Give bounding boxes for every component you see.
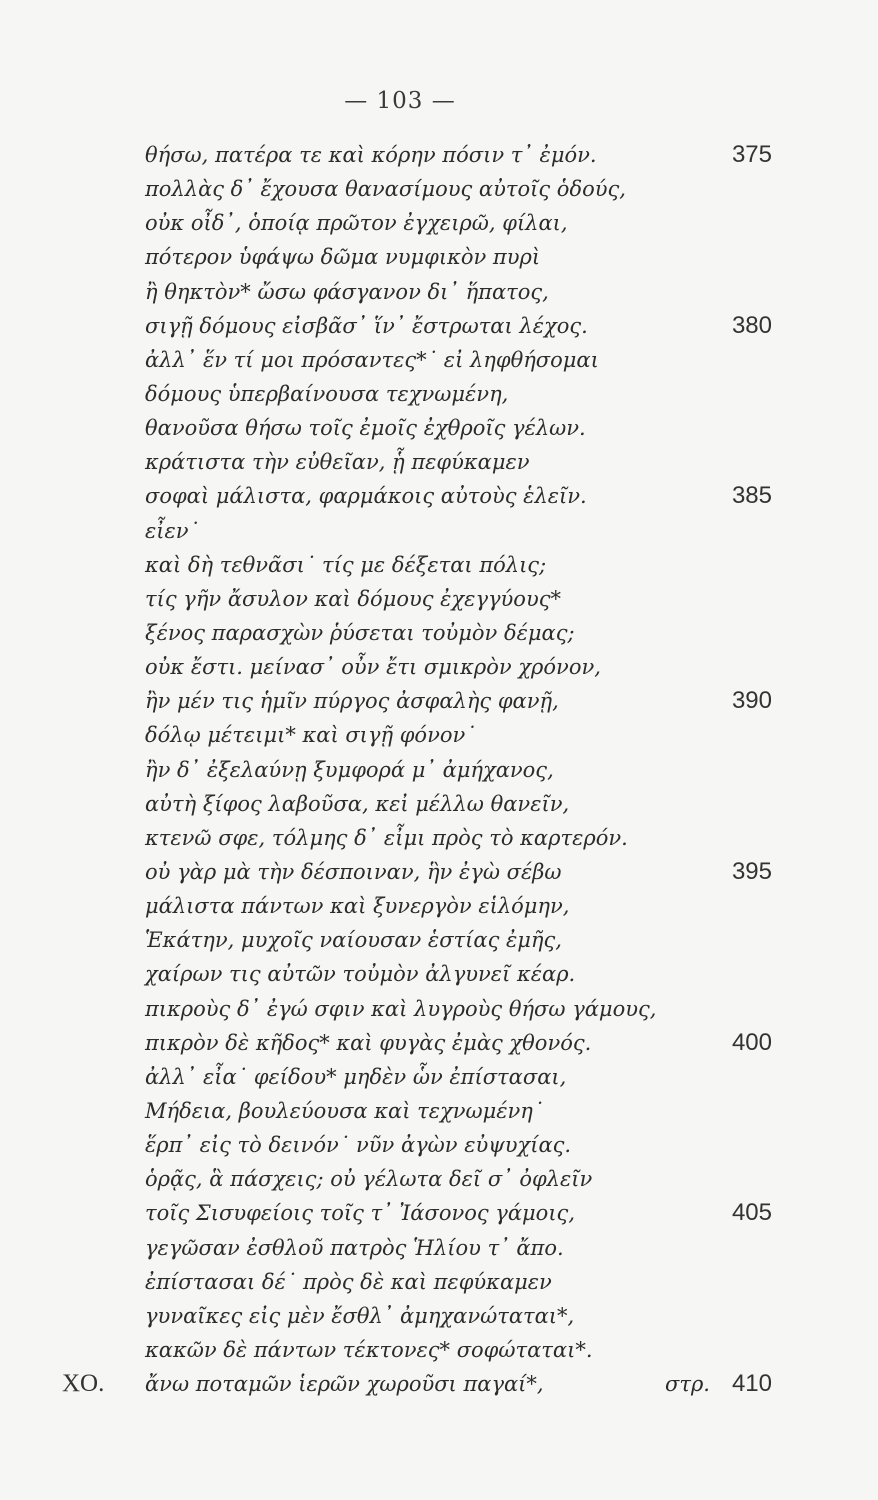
- verse-line: [0, 1026, 878, 1060]
- verse-text: θήσω, πατέρα τε καὶ κόρην πόσιν τ᾽ ἐμόν.: [145, 143, 597, 167]
- verse-text: πότερον ὑφάψω δῶμα νυμφικὸν πυρὶ: [145, 245, 541, 270]
- verse-line: [0, 992, 878, 1026]
- verse-text: σοφαὶ μάλιστα, φαρμάκοις αὐτοὺς ἑλεῖν.: [145, 484, 587, 509]
- verse-text: μάλιστα πάντων καὶ ξυνεργὸν εἱλόμην,: [145, 894, 570, 919]
- verse-line: [0, 1094, 878, 1128]
- verse-text: ἕρπ᾽ εἰς τὸ δεινόν˙ νῦν ἀγὼν εὐψυχίας.: [145, 1133, 572, 1158]
- verse-text: οὐ γὰρ μὰ τὴν δέσποιναν, ἣν ἐγὼ σέβω: [145, 859, 562, 884]
- verse-line: [0, 753, 878, 787]
- verse-line: [0, 479, 878, 513]
- verse-line: [0, 1231, 878, 1265]
- verse-line: [0, 377, 878, 411]
- verse-text: καὶ δὴ τεθνᾶσι˙ τίς με δέξεται πόλις;: [145, 552, 547, 577]
- verse-text: γυναῖκες εἰς μὲν ἔσθλ᾽ ἀμηχανώταται*,: [145, 1303, 575, 1328]
- verse-text: δόμους ὑπερβαίνουσα τεχνωμένη,: [145, 381, 509, 406]
- verse-text: ἄνω ποταμῶν ἱερῶν χωροῦσι παγαί*,: [145, 1372, 544, 1397]
- verse-line: [0, 923, 878, 957]
- verse-line: [0, 138, 878, 172]
- verse-text: κράτιστα τὴν εὐθεῖαν, ᾗ πεφύκαμεν: [145, 450, 530, 475]
- verse-text: τίς γῆν ἄσυλον καὶ δόμους ἐχεγγύους*: [145, 586, 561, 611]
- verse-line: [0, 582, 878, 616]
- verse-text: ὁρᾷς, ἃ πάσχεις; οὐ γέλωτα δεῖ σ᾽ ὀφλεῖν: [145, 1167, 593, 1192]
- line-number: 380: [731, 311, 772, 339]
- verse-text: ἢν δ᾽ ἐξελαύνῃ ξυμφορά μ᾽ ἀμήχανος,: [145, 757, 554, 782]
- verse-line: [0, 1299, 878, 1333]
- verse-line: [0, 718, 878, 752]
- verse-text: κτενῶ σφε, τόλμης δ᾽ εἶμι πρὸς τὸ καρτερόν.: [145, 825, 628, 850]
- verse-line: [0, 548, 878, 582]
- line-number: 395: [731, 857, 772, 885]
- line-number: 390: [731, 687, 772, 715]
- line-number: 385: [731, 482, 772, 510]
- verse-text: θανοῦσα θήσω τοῖς ἐμοῖς ἐχθροῖς γέλων.: [145, 416, 586, 441]
- verse-line: [0, 172, 878, 206]
- verse-line: [0, 957, 878, 991]
- verse-line: [0, 411, 878, 445]
- verse-text: αὐτὴ ξίφος λαβοῦσα, κεἰ μέλλω θανεῖν,: [145, 791, 570, 816]
- verse-line: [0, 1162, 878, 1196]
- verse-text: πολλὰς δ᾽ ἔχουσα θανασίμους αὐτοῖς ὁδούς,: [145, 177, 626, 202]
- verse-text: εἶεν˙: [145, 518, 200, 543]
- verse-line: [0, 240, 878, 274]
- verse-line: [0, 514, 878, 548]
- verse-line: [0, 684, 878, 718]
- verse-line: [0, 855, 878, 889]
- line-number: 400: [731, 1028, 772, 1056]
- verse-text: γεγῶσαν ἐσθλοῦ πατρὸς Ἡλίου τ᾽ ἄπο.: [145, 1235, 564, 1260]
- verse-text: κακῶν δὲ πάντων τέκτονες* σοφώταται*.: [145, 1337, 593, 1362]
- verse-text: τοῖς Σισυφείοις τοῖς τ᾽ Ἰάσονος γάμοις,: [145, 1201, 575, 1226]
- verse-line: [0, 275, 878, 309]
- line-number: 375: [731, 141, 772, 168]
- verse-text: δόλῳ μέτειμι* καὶ σιγῇ φόνον˙: [145, 723, 476, 748]
- line-number: 410: [731, 1370, 772, 1398]
- verse-line: [0, 889, 878, 923]
- verse-text: οὐκ ἔστι. μείνασ᾽ οὖν ἔτι σμικρὸν χρόνον,: [145, 655, 601, 680]
- verse-line: [0, 1265, 878, 1299]
- verse-line: [0, 1060, 878, 1094]
- verse-line: [0, 445, 878, 479]
- verse-line: [0, 206, 878, 240]
- verse-text: ἀλλ᾽ ἕν τί μοι πρόσαντες*˙ εἰ ληφθήσομαι: [145, 347, 599, 372]
- page-number: — 103 —: [344, 88, 456, 114]
- verse-text: σιγῇ δόμους εἰσβᾶσ᾽ ἵν᾽ ἔστρωται λέχος.: [145, 313, 588, 338]
- line-number: 405: [731, 1199, 772, 1227]
- verse-text: οὐκ οἶδ᾽, ὁποίᾳ πρῶτον ἐγχειρῶ, φίλαι,: [145, 211, 568, 236]
- verse-line: [0, 1128, 878, 1162]
- verse-line: [0, 821, 878, 855]
- verse-text: Ἑκάτην, μυχοῖς ναίουσαν ἑστίας ἐμῆς,: [145, 928, 562, 953]
- speaker-label: ΧΟ.: [62, 1370, 105, 1398]
- strophe-mark: στρ.: [665, 1372, 710, 1397]
- verse-text: χαίρων τις αὐτῶν τοὐμὸν ἀλγυνεῖ κέαρ.: [145, 962, 576, 987]
- verse-line: [0, 1196, 878, 1230]
- verse-text: πικρὸν δὲ κῆδος* καὶ φυγὰς ἐμὰς χθονός.: [145, 1030, 592, 1055]
- verse-text: ξένος παρασχὼν ῥύσεται τοὐμὸν δέμας;: [145, 620, 575, 645]
- verse-line: [0, 616, 878, 650]
- verse-line: [0, 650, 878, 684]
- verse-text: ἐπίστασαι δέ˙ πρὸς δὲ καὶ πεφύκαμεν: [145, 1269, 552, 1294]
- verse-text: ἢν μέν τις ἡμῖν πύργος ἀσφαλὴς φανῇ,: [145, 689, 559, 714]
- verse-lines: [0, 138, 878, 1401]
- verse-line: [0, 309, 878, 343]
- verse-text: πικροὺς δ᾽ ἐγώ σφιν καὶ λυγροὺς θήσω γάμους,: [145, 996, 657, 1021]
- verse-text: Μήδεια, βουλεύουσα καὶ τεχνωμένη˙: [145, 1098, 544, 1123]
- verse-line: [0, 1367, 878, 1401]
- verse-text: ἀλλ᾽ εἶα˙ φείδου* μηδὲν ὧν ἐπίστασαι,: [145, 1064, 567, 1089]
- verse-text: ἢ θηκτὸν* ὤσω φάσγανον δι᾽ ἥπατος,: [145, 279, 549, 304]
- verse-line: [0, 787, 878, 821]
- verse-line: [0, 1333, 878, 1367]
- verse-line: [0, 343, 878, 377]
